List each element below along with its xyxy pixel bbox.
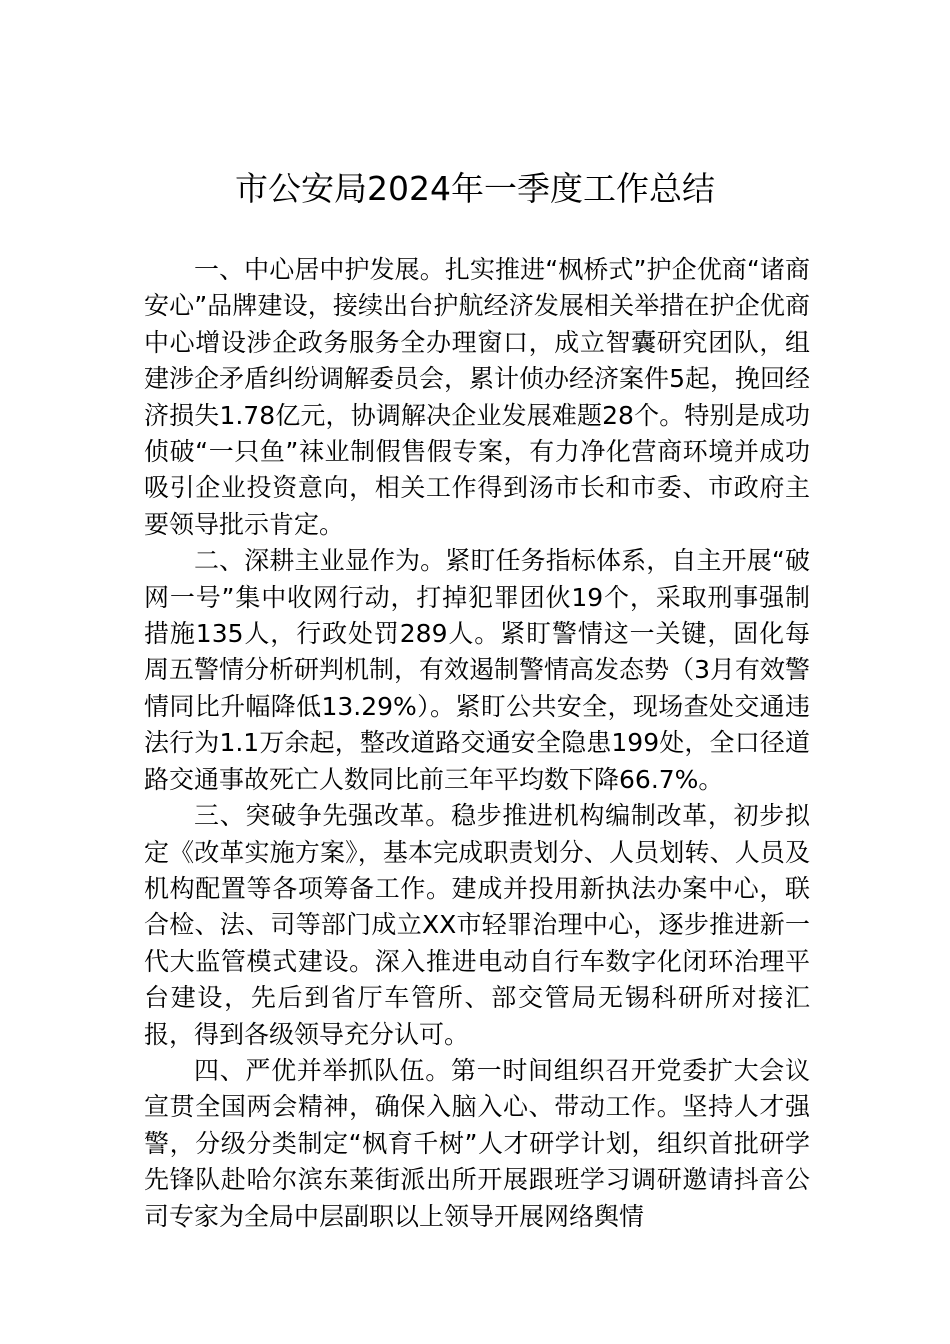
paragraph-1: 一、中心居中护发展。扎实推进“枫桥式”护企优商“诸商安心”品牌建设，接续出台护航经济发展相关举措在护企优商中心增设涉企政务服务全办理窗口，成立智囊研究团队，组建涉企矛盾纠纷调解委员会，累计侦办经济案件5起，挽回经济损失1.78亿元，协调解决企业发展难题28个。特别是成功侦破“一只鱼”袜业制假售假专案，有力净化营商环境并成功吸引企业投资意向，相关工作得到汤市长和市委、市政府主要领导批示肯定。 (144, 255, 810, 539)
paragraph-2: 二、深耕主业显作为。紧盯任务指标体系，自主开展“破网一号”集中收网行动，打掉犯罪团伙19个，采取刑事强制措施135人，行政处罚289人。紧盯警情这一关键，固化每周五警情分析研判机制，有效遏制警情高发态势（3月有效警情同比升幅降低13.29%）。紧盯公共安全，现场查处交通违法行为1.1万余起，整改道路交通安全隐患199处，全口径道路交通事故死亡人数同比前三年平均数下降66.7%。 (144, 546, 810, 794)
document-title: 市公安局2024年一季度工作总结 (235, 169, 715, 208)
paragraph-3: 三、突破争先强改革。稳步推进机构编制改革，初步拟定《改革实施方案》，基本完成职责划分、人员划转、人员及机构配置等各项筹备工作。建成并投用新执法办案中心，联合检、法、司等部门成立XX市轻罪治理中心，逐步推进新一代大监管模式建设。深入推进电动自行车数字化闭环治理平台建设，先后到省厅车管所、部交管局无锡科研所对接汇报，得到各级领导充分认可。 (144, 801, 810, 1049)
paragraph-4: 四、严优并举抓队伍。第一时间组织召开党委扩大会议宣贯全国两会精神，确保入脑入心、带动工作。坚持人才强警，分级分类制定“枫育千树”人才研学计划，组织首批研学先锋队赴哈尔滨东莱街派出所开展跟班学习调研邀请抖音公司专家为全局中层副职以上领导开展网络舆情 (144, 1055, 810, 1231)
document-body (144, 252, 810, 1235)
